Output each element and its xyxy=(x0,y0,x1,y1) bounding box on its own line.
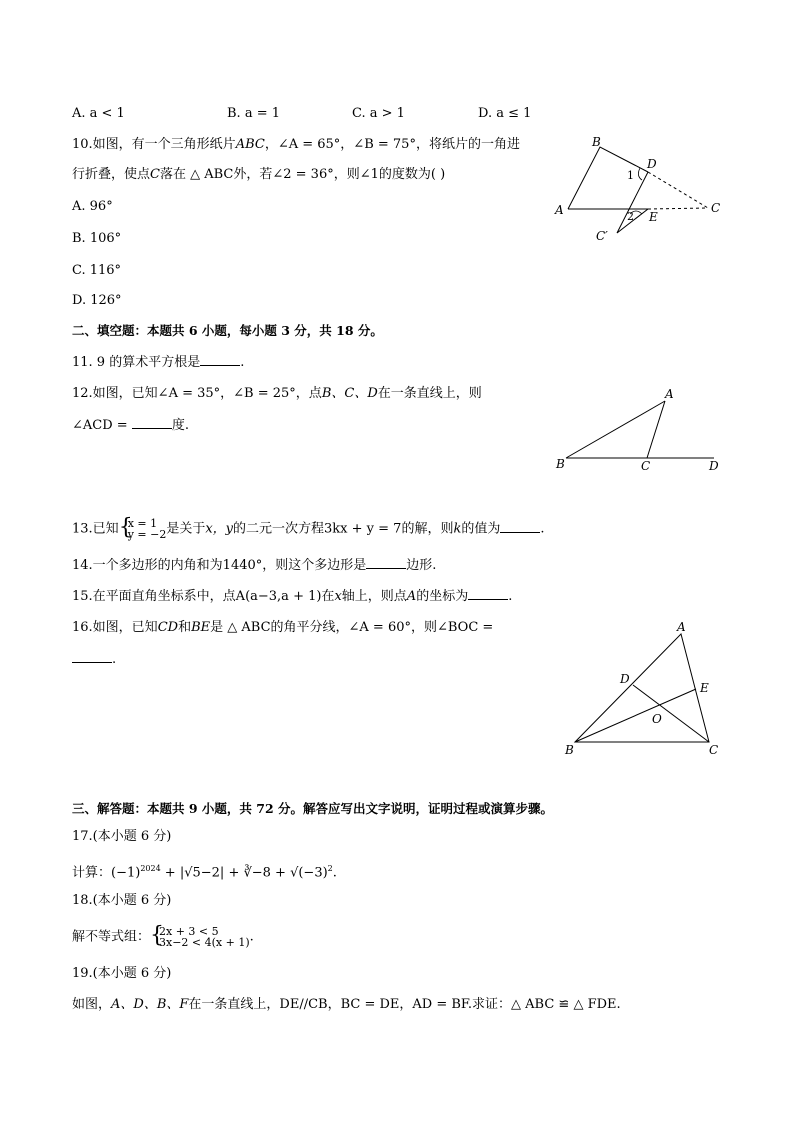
fig12-label-c: C xyxy=(641,459,651,473)
fig10-label-d: D xyxy=(647,157,657,171)
section-3-heading: 三、解答题：本题共 9 小题，共 72 分。解答应写出文字说明，证明过程或演算步骤。 xyxy=(72,801,554,816)
q18-inequalities: 解不等式组：{ 2x + 3 < 5 3x−2 < 4(x + 1). xyxy=(72,926,254,948)
fig10-label-e: E xyxy=(649,210,658,224)
fig10-label-cprime: C′ xyxy=(596,229,608,243)
fig10-label-c: C xyxy=(711,201,721,215)
q10-option-d: D. 126° xyxy=(72,293,122,308)
q13-answer-blank[interactable] xyxy=(500,521,540,533)
q19-statement: 如图，A、D、B、F在一条直线上，DE//CB，BC = DE，AD = BF.求证：△ ABC ≌ △ FDE. xyxy=(72,997,621,1012)
q12-answer-blank[interactable] xyxy=(132,417,172,429)
fig16-label-o: O xyxy=(652,712,662,726)
q9-option-b: B. a = 1 xyxy=(227,106,280,121)
q18-title: 18.(本小题 6 分) xyxy=(72,893,172,908)
fig16-label-c: C xyxy=(709,743,719,757)
fig16-label-d: D xyxy=(620,672,630,686)
fig10-label-2: 2 xyxy=(627,210,634,223)
q10-line1: 10.如图，有一个三角形纸片ABC，∠A = 65°，∠B = 75°，将纸片的一角进 xyxy=(72,137,520,152)
q15: 15.在平面直角坐标系中，点A(a−3,a + 1)在x轴上，则点A的坐标为 . xyxy=(72,589,513,604)
q12-line2: ∠ACD = 度. xyxy=(72,418,189,433)
q16-answer-blank[interactable] xyxy=(72,651,112,663)
fig10-label-1: 1 xyxy=(627,169,634,182)
q17-title: 17.(本小题 6 分) xyxy=(72,829,172,844)
q11-answer-blank[interactable] xyxy=(200,354,240,366)
q13-system: { x = 1 y = −2 xyxy=(121,518,167,540)
fig12-label-a: A xyxy=(665,387,674,401)
q17-expression: 计算：$(-1)^{2024} + |√5-2|$ + ∛−8 + $√(-3)^2$. xyxy=(72,864,337,881)
fig12-label-d: D xyxy=(709,459,719,473)
q11: 11. 9 的算术平方根是 . xyxy=(72,355,245,370)
q12-figure xyxy=(550,382,730,477)
q9-option-d: D. a ≤ 1 xyxy=(478,106,532,121)
q15-answer-blank[interactable] xyxy=(468,588,508,600)
fig16-label-a: A xyxy=(677,620,686,634)
q10-option-a: A. 96° xyxy=(72,199,113,214)
q13: 13.已知{ x = 1 y = −2是关于x，y的二元一次方程3kx + y = 7的解，则k的值为 . xyxy=(72,518,545,540)
q10-line2: 行折叠，使点C落在 △ ABC外，若∠2 = 36°，则∠1的度数为( ) xyxy=(72,167,446,182)
fig12-label-b: B xyxy=(556,457,565,471)
q10-option-c: C. 116° xyxy=(72,263,122,278)
q12-line1: 12.如图，已知∠A = 35°，∠B = 25°，点B、C、D在一条直线上，则 xyxy=(72,386,482,401)
q16-line1: 16.如图，已知CD和BE是 △ ABC的角平分线，∠A = 60°，则∠BOC = xyxy=(72,620,494,635)
fig16-label-b: B xyxy=(565,743,574,757)
q14: 14.一个多边形的内角和为1440°，则这个多边形是 边形. xyxy=(72,558,437,573)
q9-option-c: C. a > 1 xyxy=(352,106,405,121)
q14-answer-blank[interactable] xyxy=(366,557,406,569)
q16-line2: . xyxy=(72,651,116,668)
section-2-heading: 二、填空题：本题共 6 小题，每小题 3 分，共 18 分。 xyxy=(72,323,383,338)
fig10-label-a: A xyxy=(555,203,564,217)
fig10-label-b: B xyxy=(592,135,601,149)
q19-title: 19.(本小题 6 分) xyxy=(72,966,172,981)
fig16-label-e: E xyxy=(700,681,709,695)
q10-figure xyxy=(550,128,730,248)
q10-option-b: B. 106° xyxy=(72,231,122,246)
q9-option-a: A. a < 1 xyxy=(72,106,125,121)
q18-system: { 2x + 3 < 5 3x−2 < 4(x + 1) xyxy=(152,926,250,948)
q16-figure xyxy=(560,615,730,760)
